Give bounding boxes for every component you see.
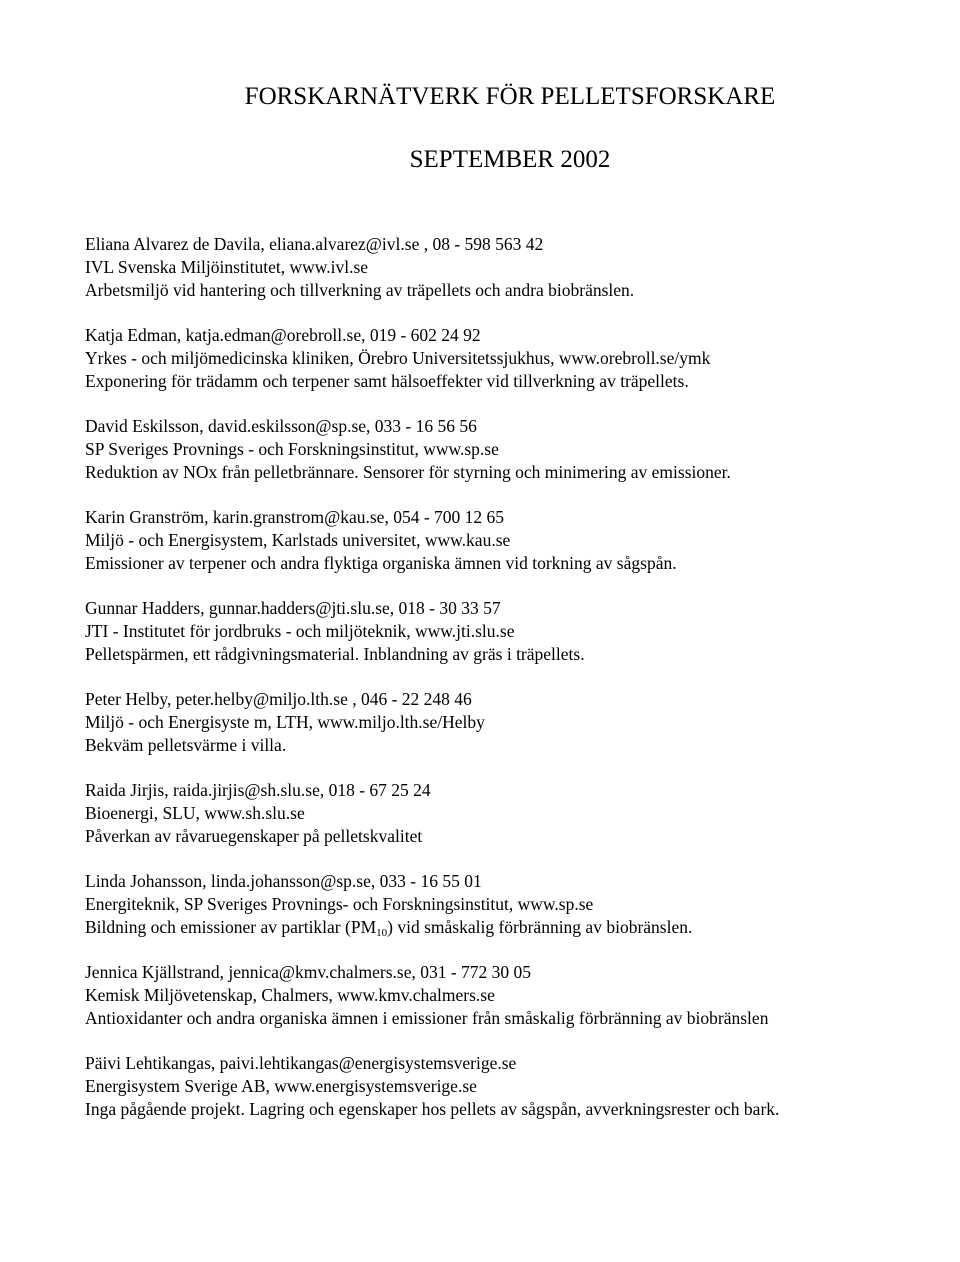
researcher-contact: Jennica Kjällstrand, jennica@kmv.chalmers.se, 031 - 772 30 05 [85,962,532,982]
researcher-list [85,233,945,1121]
researcher-topic: Exponering för trädamm och terpener samt hälsoeffekter vid tillverkning av träpellets. [85,371,689,391]
researcher-entry [85,506,945,575]
researcher-topic: Arbetsmiljö vid hantering och tillverkning av träpellets och andra biobränslen. [85,280,635,300]
researcher-affiliation: Miljö - och Energisystem, Karlstads universitet, www.kau.se [85,530,511,550]
researcher-topic: Påverkan av råvaruegenskaper på pelletskvalitet [85,826,423,846]
researcher-affiliation: Energiteknik, SP Sveriges Provnings- och Forskningsinstitut, www.sp.se [85,894,594,914]
researcher-topic [85,916,945,939]
topic-text-before: Bildning och emissioner av partiklar (PM [85,917,377,937]
researcher-entry [85,961,945,1030]
researcher-entry [85,1052,945,1121]
researcher-entry [85,324,945,393]
topic-subscript: 10 [376,927,388,939]
researcher-topic: Reduktion av NOx från pelletbrännare. Sensorer för styrning och minimering av emissioner. [85,462,731,482]
researcher-contact: David Eskilsson, david.eskilsson@sp.se, 033 - 16 56 56 [85,416,477,436]
researcher-affiliation: Energisystem Sverige AB, www.energisystemsverige.se [85,1076,477,1096]
document-title: FORSKARNÄTVERK FÖR PELLETSFORSKARE [244,83,776,110]
researcher-topic: Pelletspärmen, ett rådgivningsmaterial. Inblandning av gräs i träpellets. [85,644,585,664]
researcher-contact: Gunnar Hadders, gunnar.hadders@jti.slu.se, 018 - 30 33 57 [85,598,501,618]
researcher-topic: Bekväm pelletsvärme i villa. [85,735,287,755]
researcher-contact: Peter Helby, peter.helby@miljo.lth.se , 046 - 22 248 46 [85,689,472,709]
researcher-affiliation: Miljö - och Energisyste m, LTH, www.miljo.lth.se/Helby [85,712,485,732]
researcher-topic: Antioxidanter och andra organiska ämnen i emissioner från småskalig förbränning av biobränslen [85,1008,769,1028]
researcher-affiliation: SP Sveriges Provnings - och Forskningsinstitut, www.sp.se [85,439,499,459]
researcher-topic: Emissioner av terpener och andra flyktiga organiska ämnen vid torkning av sågspån. [85,553,677,573]
researcher-affiliation: Bioenergi, SLU, www.sh.slu.se [85,803,305,823]
researcher-affiliation: Kemisk Miljövetenskap, Chalmers, www.kmv.chalmers.se [85,985,495,1005]
researcher-contact: Karin Granström, karin.granstrom@kau.se, 054 - 700 12 65 [85,507,505,527]
researcher-entry [85,233,945,302]
researcher-contact: Eliana Alvarez de Davila, eliana.alvarez@ivl.se , 08 - 598 563 42 [85,234,544,254]
researcher-entry [85,779,945,848]
researcher-contact: Linda Johansson, linda.johansson@sp.se, 033 - 16 55 01 [85,871,482,891]
researcher-affiliation: JTI - Institutet för jordbruks - och miljöteknik, www.jti.slu.se [85,621,515,641]
document-date: SEPTEMBER 2002 [409,146,611,173]
researcher-entry [85,597,945,666]
researcher-topic: Inga pågående projekt. Lagring och egenskaper hos pellets av sågspån, avverkningsrester och bark. [85,1099,780,1119]
researcher-entry [85,688,945,757]
researcher-contact: Katja Edman, katja.edman@orebroll.se, 019 - 602 24 92 [85,325,481,345]
researcher-entry [85,870,945,939]
researcher-affiliation: Yrkes - och miljömedicinska kliniken, Örebro Universitetssjukhus, www.orebroll.se/ymk [85,348,711,368]
researcher-affiliation: IVL Svenska Miljöinstitutet, www.ivl.se [85,257,369,277]
researcher-contact: Päivi Lehtikangas, paivi.lehtikangas@energisystemsverige.se [85,1053,517,1073]
researcher-entry [85,415,945,484]
researcher-contact: Raida Jirjis, raida.jirjis@sh.slu.se, 018 - 67 25 24 [85,780,431,800]
topic-text-after: ) vid småskalig förbränning av biobränslen. [387,917,693,937]
